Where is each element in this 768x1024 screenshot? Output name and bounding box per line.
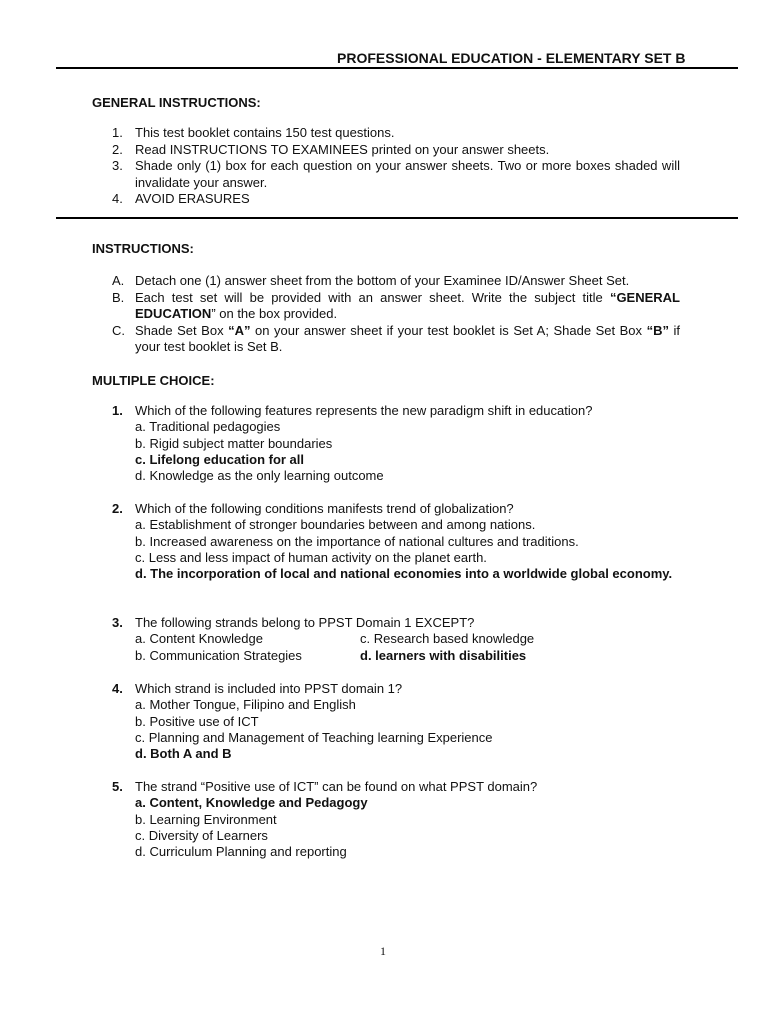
question-1: 1. Which of the following features represents the new paradigm shift in education? a. Traditional pedagogies b. Rigid subject matter boundaries c. Lifelong education for all d. Knowledge as the only learning outcome — [112, 403, 680, 484]
question-4: 4. Which strand is included into PPST domain 1? a. Mother Tongue, Filipino and English b. Positive use of ICT c. Planning and Management of Teaching learning Experience d. Both A and B — [112, 681, 680, 762]
option-a: a. Mother Tongue, Filipino and English — [135, 697, 356, 713]
list-item: 3. Shade only (1) box for each question on your answer sheets. Two or more boxes shaded will invalidate your answer. — [112, 158, 680, 190]
question-stem: The strand “Positive use of ICT” can be found on what PPST domain? — [135, 779, 538, 794]
option-a: a. Traditional pedagogies — [135, 419, 281, 435]
multiple-choice-title: MULTIPLE CHOICE: — [92, 373, 215, 388]
option-a-correct: a. Content, Knowledge and Pedagogy — [135, 795, 368, 811]
option-c: c. Less and less impact of human activity on the planet earth. — [135, 549, 487, 565]
option-a: a. Establishment of stronger boundaries between and among nations. — [135, 517, 536, 533]
list-item: C. Shade Set Box “A” on your answer sheet if your test booklet is Set A; Shade Set Box “B” if your test booklet is Set B. — [112, 322, 680, 354]
question-stem: The following strands belong to PPST Domain 1 EXCEPT? — [135, 615, 475, 630]
instructions-list — [112, 273, 680, 356]
list-item: A. Detach one (1) answer sheet from the bottom of your Examinee ID/Answer Sheet Set. — [112, 273, 630, 288]
option-a: a. Content Knowledge — [135, 631, 263, 647]
option-b: b. Rigid subject matter boundaries — [135, 435, 333, 451]
option-b: b. Communication Strategies — [135, 647, 302, 663]
option-d: d. Curriculum Planning and reporting — [135, 844, 347, 860]
option-b: b. Learning Environment — [135, 811, 277, 827]
option-c: c. Planning and Management of Teaching learning Experience — [135, 729, 493, 745]
header-rule — [56, 67, 738, 69]
question-3: 3. The following strands belong to PPST Domain 1 EXCEPT? a. Content Knowledge c. Research based knowledge b. Communication Strategies d. learners with disabilities — [112, 615, 680, 664]
option-b: b. Positive use of ICT — [135, 713, 259, 729]
question-stem: Which strand is included into PPST domain 1? — [135, 681, 403, 696]
list-item: B. Each test set will be provided with an answer sheet. Write the subject title “GENERAL EDUCATION” on the box provided. — [112, 289, 680, 321]
option-c: c. Diversity of Learners — [135, 827, 268, 843]
option-d: d. Knowledge as the only learning outcome — [135, 468, 384, 484]
list-item: 1. This test booklet contains 150 test questions. — [112, 125, 395, 140]
option-b: b. Increased awareness on the importance of national cultures and traditions. — [135, 533, 579, 549]
list-item: 4. AVOID ERASURES — [112, 191, 250, 206]
option-d-correct: d. learners with disabilities — [360, 647, 527, 663]
question-2: 2. Which of the following conditions manifests trend of globalization? a. Establishment of stronger boundaries between and among nations. b. Increased awareness on the importance of national cultures and traditions. c. Less and less impact of human activity on the planet earth. d. The incorporation of local and national economies into a worldwide global economy. — [112, 501, 680, 582]
list-item: 2. Read INSTRUCTIONS TO EXAMINEES printed on your answer sheets. — [112, 141, 550, 157]
page-number: 1 — [380, 944, 386, 958]
section-divider-rule — [56, 217, 738, 219]
general-instructions-title: GENERAL INSTRUCTIONS: — [92, 95, 261, 110]
option-d-correct: d. Both A and B — [135, 746, 232, 762]
option-c: c. Research based knowledge — [360, 631, 535, 647]
general-instructions-list — [112, 125, 680, 208]
page-header-title: PROFESSIONAL EDUCATION - ELEMENTARY SET B — [337, 50, 686, 66]
option-c-correct: c. Lifelong education for all — [135, 451, 305, 467]
option-d-correct: d. The incorporation of local and national economies into a worldwide global economy. — [135, 566, 673, 582]
question-5: 5. The strand “Positive use of ICT” can be found on what PPST domain? a. Content, Knowledge and Pedagogy b. Learning Environment c. Diversity of Learners d. Curriculum Planning and reporting — [112, 779, 680, 860]
question-stem: Which of the following conditions manifests trend of globalization? — [135, 501, 514, 516]
question-stem: Which of the following features represents the new paradigm shift in education? — [135, 403, 593, 418]
instructions-title: INSTRUCTIONS: — [92, 241, 194, 256]
